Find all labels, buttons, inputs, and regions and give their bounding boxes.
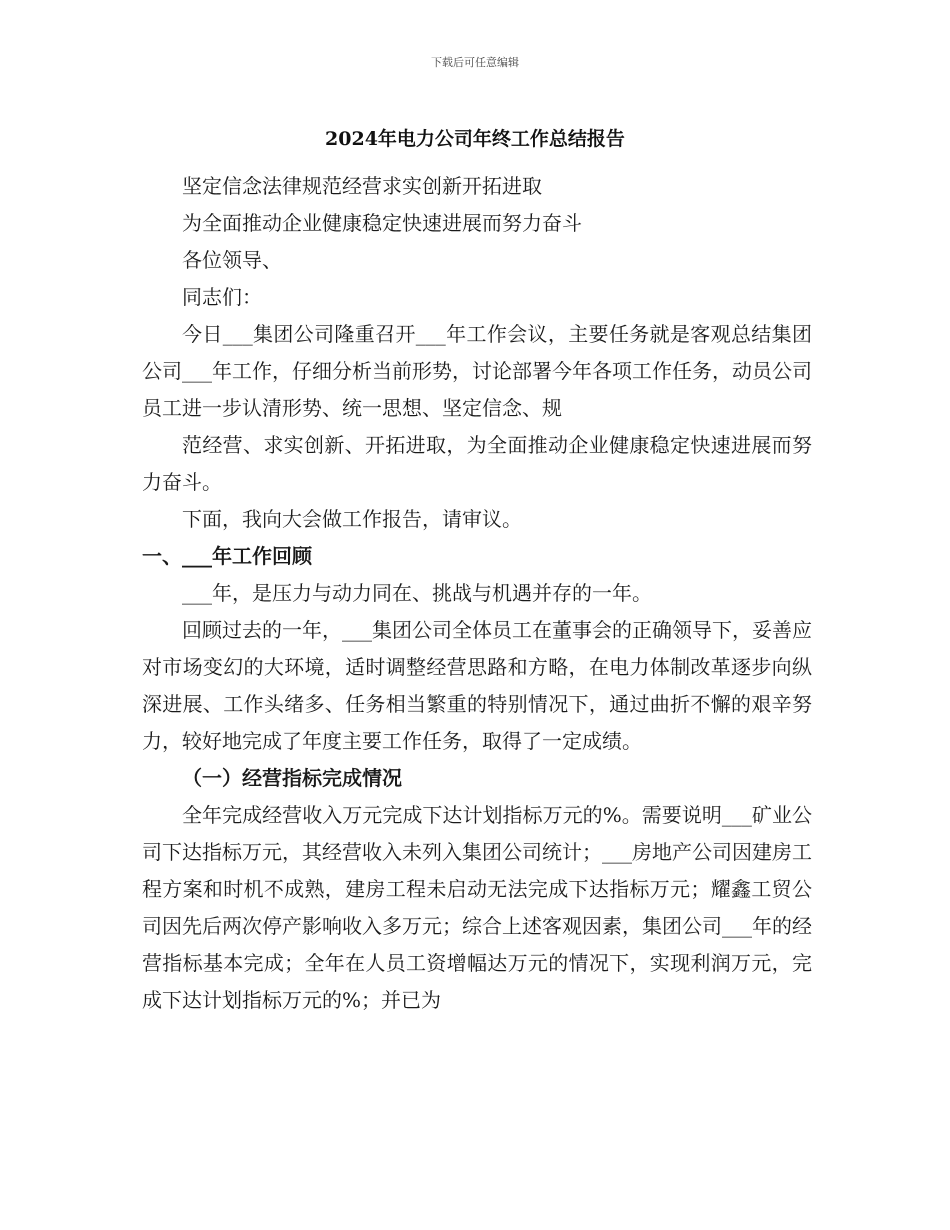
subsection-heading: （一）经营指标完成情况 <box>182 766 402 790</box>
paragraph: ___年，是压力与动力同在、挑战与机遇并存的一年。 <box>182 581 652 605</box>
paragraph: 今日___集团公司隆重召开___年工作会议，主要任务就是客观总结集团公司___年工作，仔细分析当前形势，讨论部署今年各项工作任务，动员公司员工进一步认清形势、统一思想、坚定信念、规 <box>142 322 812 420</box>
section-heading: 一、___年工作回顾 <box>142 544 312 568</box>
paragraph: 下面，我向大会做工作报告，请审议。 <box>182 507 522 531</box>
salutation: 同志们： <box>182 285 262 309</box>
paragraph: 范经营、求实创新、开拓进取，为全面推动企业健康稳定快速进展而努力奋斗。 <box>142 433 812 494</box>
document-title: 2024年电力公司年终工作总结报告 <box>325 128 625 150</box>
paragraph: 回顾过去的一年，___集团公司全体员工在董事会的正确领导下，妥善应对市场变幻的大环境，适时调整经营思路和方略，在电力体制改革逐步向纵深进展、工作头绪多、任务相当繁重的特别情况下，通过曲折不懈的艰辛努力，较好地完成了年度主要工作任务，取得了一定成绩。 <box>142 618 812 753</box>
document-body <box>142 168 812 1019</box>
paragraph: 全年完成经营收入万元完成下达计划指标万元的%。需要说明___矿业公司下达指标万元，其经营收入未列入集团公司统计；___房地产公司因建房工程方案和时机不成熟，建房工程未启动无法完成下达指标万元；耀鑫工贸公司因先后两次停产影响收入多万元；综合上述客观因素，集团公司___年的经营指标基本完成；全年在人员工资增幅达万元的情况下，实现利润万元，完成下达计划指标万元的%；并已为 <box>142 803 812 1012</box>
paragraph: 为全面推动企业健康稳定快速进展而努力奋斗 <box>182 211 582 235</box>
paragraph: 坚定信念法律规范经营求实创新开拓进取 <box>182 174 542 198</box>
salutation: 各位领导、 <box>182 248 282 272</box>
header-note: 下载后可任意编辑 <box>431 56 519 69</box>
